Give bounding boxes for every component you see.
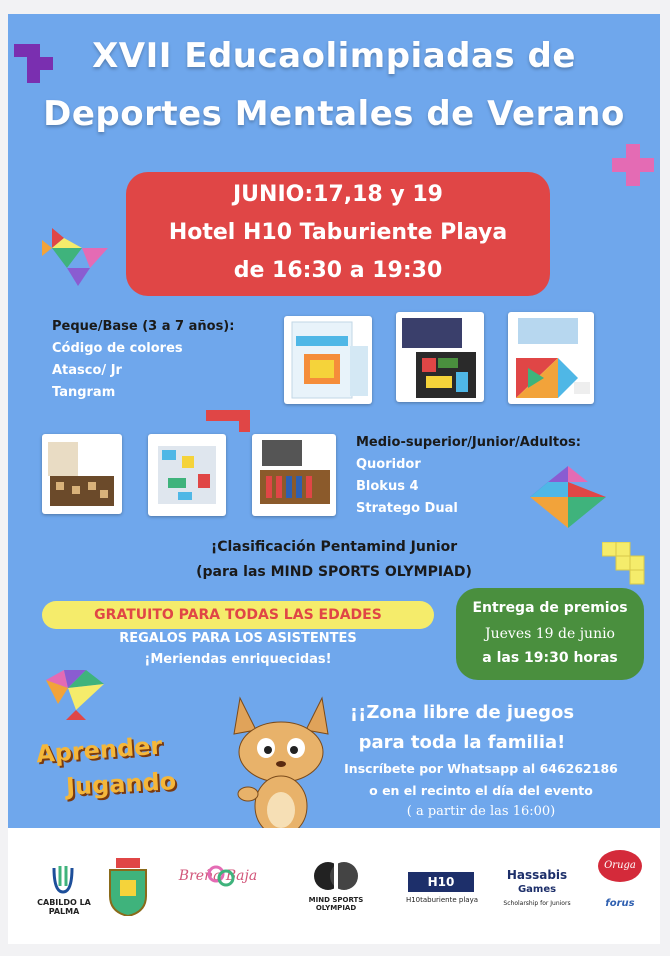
h10-logo (408, 872, 474, 892)
signup-line-1: Inscríbete por Whatsapp al 646262186 (344, 761, 618, 776)
snacks-text: ¡Meriendas enriquecidas! (144, 652, 332, 667)
sponsors-footer (8, 828, 660, 944)
game-item: Código de colores (52, 341, 183, 356)
mso-label: MIND SPORTS OLYMPIAD (308, 896, 364, 912)
quoridor-box-image (42, 434, 122, 514)
oruga-logo (598, 850, 642, 882)
cabildo-label: CABILDO LA PALMA (37, 898, 91, 916)
free-zone-line-1: ¡¡Zona libre de juegos (349, 702, 575, 723)
gifts-text: REGALOS PARA LOS ASISTENTES (119, 631, 357, 646)
colour-code-box-image (284, 316, 372, 404)
hassabis-sub-label: Scholarship for Juniors (503, 900, 571, 907)
brena-baja-label: Breña Baja (178, 868, 258, 884)
h10-mark: H10 (427, 875, 455, 889)
oruga-label: Oruga (604, 860, 636, 871)
awards-date: Jueves 19 de junio (485, 626, 615, 642)
event-info-box (126, 172, 550, 296)
free-zone-line-2: para toda la familia! (358, 732, 566, 753)
tangram-box-image (508, 312, 594, 404)
h10-label: H10taburiente playa (405, 896, 479, 904)
event-dates: JUNIO:17,18 y 19 (232, 182, 443, 207)
game-item: Tangram (52, 385, 116, 400)
cabildo-logo-icon (48, 864, 78, 896)
aprender-jugando-logo (32, 731, 202, 806)
tangram-square-icon (530, 466, 606, 528)
awards-heading: Entrega de premios (472, 600, 628, 616)
tangram-shape-icon (46, 670, 104, 720)
free-banner: GRATUITO PARA TODAS LAS EDADES (42, 601, 434, 629)
brena-baja-figure-icon (206, 864, 238, 892)
title-line-2: Deportes Mentales de Verano (43, 94, 625, 134)
game-item: Quoridor (356, 457, 421, 472)
group-small-heading: Peque/Base (3 a 7 años): (52, 319, 235, 334)
hassabis-label: Hassabis (506, 868, 568, 882)
logo-word-1: Aprender (35, 731, 164, 769)
game-item: Stratego Dual (356, 501, 458, 516)
coat-of-arms-icon (108, 858, 148, 916)
l-tetromino-icon (206, 410, 250, 434)
logo-word-2: Jugando (65, 767, 177, 801)
title-line-1: XVII Educaolimpiadas de (92, 36, 576, 76)
tangram-bird-icon (42, 228, 108, 286)
signup-line-2: o en el recinto el día del evento (369, 783, 593, 798)
blokus-box-image (148, 434, 226, 516)
game-item: Blokus 4 (356, 479, 419, 494)
signup-line-3: ( a partir de las 16:00) (406, 804, 556, 819)
event-venue: Hotel H10 Taburiente Playa (168, 220, 508, 245)
rush-hour-box-image (396, 312, 484, 402)
hassabis-games-label: Games (517, 884, 557, 895)
awards-box (456, 588, 644, 680)
mind-sports-olympiad-icon (312, 858, 360, 894)
game-item: Atasco/ Jr (52, 363, 122, 378)
group-small (52, 316, 234, 404)
classification-line-2: (para las MIND SPORTS OLYMPIAD) (196, 564, 472, 580)
plus-pentomino-icon (612, 144, 654, 186)
group-big-heading: Medio-superior/Junior/Adultos: (356, 435, 581, 450)
event-hours: de 16:30 a 19:30 (233, 258, 443, 283)
forus-label: forus (605, 898, 635, 909)
z-tetromino-icon (602, 542, 646, 588)
poster (8, 14, 660, 944)
awards-time: a las 19:30 horas (482, 650, 618, 666)
classification-line-1: ¡Clasificación Pentamind Junior (210, 539, 458, 555)
stratego-box-image (252, 434, 336, 516)
